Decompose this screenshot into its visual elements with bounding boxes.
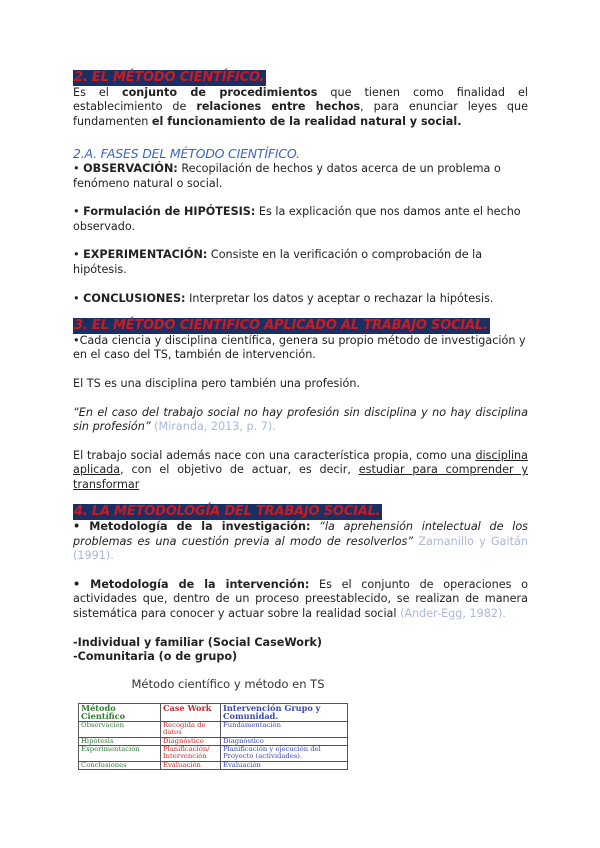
table-cell: Conclusiones (79, 761, 161, 769)
table-cell: Evaluación (221, 761, 348, 769)
table-header-row (79, 704, 348, 722)
section-3-heading: 3. EL MÉTODO CIENTIFICO APLICADO AL TRABAJO SOCIAL. (74, 318, 488, 334)
phase-hipotesis: • Formulación de HIPÓTESIS: Es la explicación que nos damos ante el hecho observado. (73, 205, 521, 233)
section-3-quote: “En el caso del trabajo social no hay profesión sin disciplina y no hay disciplina sin profesión” (Miranda, 2013, p. 7). (73, 405, 528, 434)
header-casework: Case Work (161, 704, 221, 722)
table-cell: Fundamentación (221, 721, 348, 737)
list-comunitaria: -Comunitaria (o de grupo) (73, 650, 238, 664)
table-cell: Recogida de datos (161, 721, 221, 737)
section-4-heading: 4. LA METODOLOGÍA DEL TRABAJO SOCIAL. (74, 504, 381, 520)
table-cell: Planificación y ejecución del Proyecto (actividades). (221, 746, 348, 762)
table-cell: Diagnóstico (221, 737, 348, 745)
phase-experimentacion: • EXPERIMENTACIÓN: Consiste en la verificación o comprobación de la hipótesis. (73, 248, 483, 276)
table-title: Método científico y método en TS (131, 677, 325, 691)
section-3-paragraph-2: El TS es una disciplina pero también una profesión. (73, 376, 360, 390)
table-row (79, 761, 348, 769)
methods-table (78, 703, 348, 770)
header-metodo: Método Científico (79, 704, 161, 722)
table-cell: Diagnóstico (161, 737, 221, 745)
phase-observacion: • OBSERVACIÓN: Recopilación de hechos y datos acerca de un problema o fenómeno natural o social. (73, 161, 501, 190)
comparison-figure (78, 677, 358, 770)
table-cell: Experimentación (79, 746, 161, 762)
table-cell: Observación (79, 721, 161, 737)
section-2-heading: 2. EL MÉTODO CIENTÍFICO. (74, 70, 265, 85)
section-3-paragraph-3: El trabajo social además nace con una característica propia, como una disciplina aplicada, con el objetivo de actuar, es decir, estudiar para comprender y transformar (73, 448, 528, 491)
methodology-investigation: • Metodología de la investigación: “la aprehensión intelectual de los problemas es una cuestión previa al modo de resolverlos” Zamanillo y Gaitán (1991). (73, 520, 528, 563)
table-cell: Evaluación (161, 761, 221, 769)
table-row (79, 721, 348, 737)
section-2-paragraph: Es el conjunto de procedimientos que tienen como finalidad el establecimiento de relaciones entre hechos, para enunciar leyes que fundamenten el funcionamiento de la realidad natural y social. (73, 85, 529, 128)
methodology-intervention: • Metodología de la intervención: Es el conjunto de operaciones o actividades que, dentro de un proceso preestablecido, se realizan de manera sistemática para conocer y actuar sobre la realidad social (Ander-Egg, 1982). (73, 577, 528, 621)
list-individual: -Individual y familiar (Social CaseWork) (73, 635, 323, 649)
document-page (73, 70, 528, 665)
section-2a-heading: 2.A. FASES DEL MÉTODO CIENTÍFICO. (73, 146, 300, 162)
section-3-paragraph-1: •Cada ciencia y disciplina científica, genera su propio método de investigación y en el caso del TS, también de intervención. (73, 333, 526, 362)
header-intervencion: Intervención Grupo y Comunidad. (221, 704, 348, 722)
table-cell: Planificación/ Intervención (161, 746, 221, 762)
phase-conclusiones: • CONCLUSIONES: Interpretar los datos y aceptar o rechazar la hipótesis. (73, 291, 494, 305)
table-cell: Hipótesis (79, 737, 161, 745)
table-row (79, 746, 348, 762)
